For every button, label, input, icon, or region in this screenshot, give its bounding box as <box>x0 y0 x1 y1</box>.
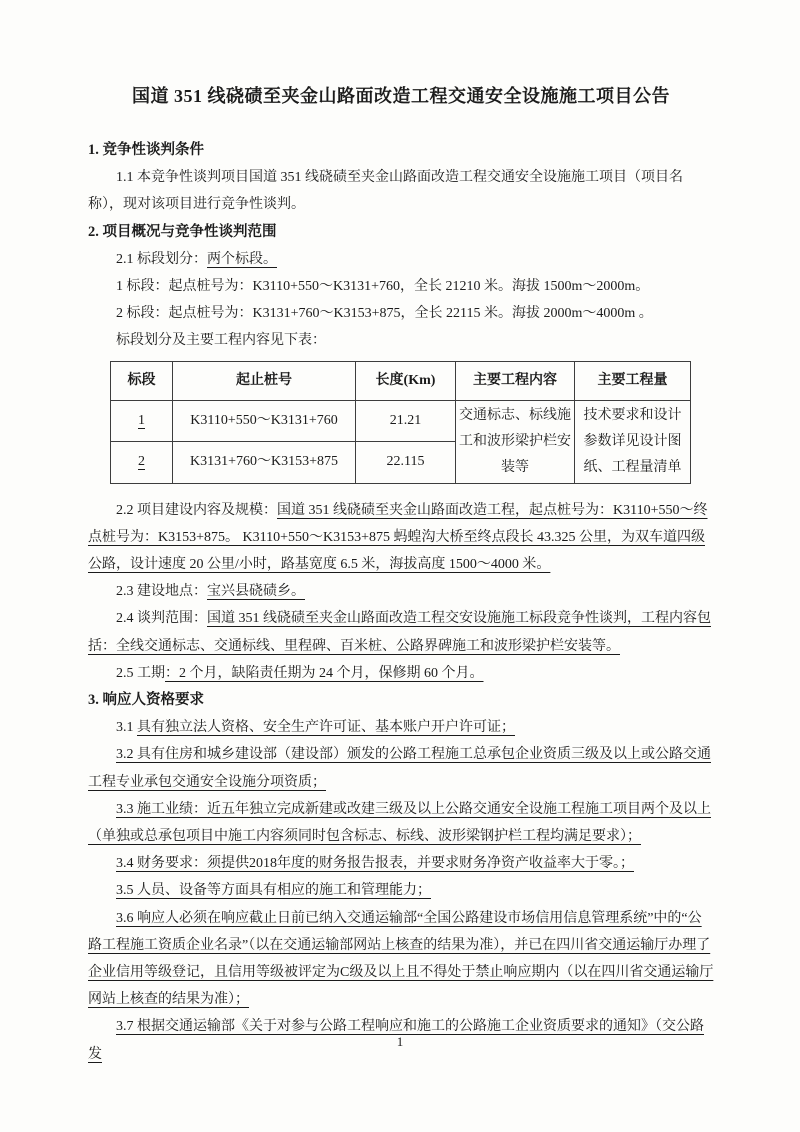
cell-stakes-2: K3131+760～K3153+875 <box>173 442 356 484</box>
paragraph-3-4 <box>88 850 714 877</box>
paragraph-3-6-value: 3.6 响应人必须在响应截止日前已纳入交通运输部“全国公路建设市场信用信息管理系统”中的“公路工程施工资质企业名录”（以在交通运输部网站上核查的结果为准），并已在四川省交通运输厅办理了企业信用等级登记，且信用等级被评定为C级及以上且不得处于禁止响应期内（以在四川省交通运输厅网站上核查的结果为准）； <box>88 910 714 1008</box>
paragraph-2-3-label: 2.3 建设地点： <box>116 584 207 600</box>
paragraph-2-4-value: 国道 351 线硗碛至夹金山路面改造工程交安设施施工标段竞争性谈判，工程内容包括：全线交通标志、交通标线、里程碑、百米桩、公路界碑施工和波形梁护栏安装等。 <box>88 611 711 654</box>
section-2-heading: 2. 项目概况与竞争性谈判范围 <box>88 223 277 240</box>
paragraph-3-1 <box>88 714 714 741</box>
column-header-work-quantity: 主要工程量 <box>575 361 691 400</box>
paragraph-bid-section-2: 2 标段：起点桩号为：K3131+760～K3153+875，全长 22115 米。海拔 2000m～4000m 。 <box>116 306 653 322</box>
column-header-length: 长度(Km) <box>356 361 456 400</box>
paragraph-2-2 <box>88 497 714 579</box>
paragraph-3-6 <box>88 905 714 1014</box>
paragraph-table-intro: 标段划分及主要工程内容见下表： <box>116 333 326 349</box>
paragraph-3-3 <box>88 796 714 850</box>
cell-section-2 <box>111 442 173 484</box>
paragraph-2-1-label: 2.1 标段划分： <box>116 251 207 267</box>
paragraph-3-4-value: 3.4 财务要求：须提供2018年度的财务报告报表，并要求财务净资产收益率大于零。； <box>116 856 634 872</box>
paragraph-2-4 <box>88 605 714 659</box>
section-1-heading: 1. 竞争性谈判条件 <box>88 142 204 158</box>
page-title: 国道 351 线硗碛至夹金山路面改造工程交通安全设施施工项目公告 <box>132 86 670 106</box>
paragraph-3-5 <box>88 877 714 904</box>
table-row <box>111 400 691 442</box>
section-3-heading: 3. 响应人资格要求 <box>88 692 204 709</box>
bid-sections-table <box>110 361 691 484</box>
paragraph-3-1-label: 3.1 <box>116 720 137 736</box>
paragraph-2-5 <box>88 660 714 687</box>
paragraph-3-2 <box>88 741 714 795</box>
paragraph-1-1: 1.1 本竞争性谈判项目国道 351 线硗碛至夹金山路面改造工程交通安全设施施工项目（项目名称），现对该项目进行竞争性谈判。 <box>88 170 683 213</box>
paragraph-2-3 <box>88 578 714 605</box>
paragraph-3-1-value: 具有独立法人资格、安全生产许可证、基本账户开户许可证； <box>137 720 515 736</box>
paragraph-2-1-value: 两个标段。 <box>207 251 277 267</box>
paragraph-2-2-label: 2.2 项目建设内容及规模： <box>116 502 277 518</box>
paragraph-2-4-label: 2.4 谈判范围： <box>116 611 207 627</box>
cell-length-1: 21.21 <box>356 400 456 442</box>
cell-work-quantity: 技术要求和设计参数详见设计图纸、工程量清单 <box>575 400 691 483</box>
paragraph-2-2-value: 国道 351 线硗碛至夹金山路面改造工程，起点桩号为：K3110+550～终点桩号为：K3153+875。 K3110+550～K3153+875 蚂蝗沟大桥至终点段长 43.325 公里，为双车道四级公路，设计速度 20 公里/小时，路基宽度 6.5 米，海拔高度 1500～4000 米。 <box>88 502 708 573</box>
cell-length-2: 22.115 <box>356 442 456 484</box>
paragraph-2-5-label: 2.5 工期 <box>116 665 165 681</box>
paragraph-3-5-value: 3.5 人员、设备等方面具有相应的施工和管理能力； <box>116 883 431 899</box>
paragraph-3-3-value: 3.3 施工业绩：近五年独立完成新建或改建三级及以上公路交通安全设施工程施工项目两个及以上（单独或总承包项目中施工内容须同时包含标志、标线、波形梁钢护栏工程均满足要求）； <box>88 801 711 845</box>
paragraph-2-1 <box>88 246 714 273</box>
page-number: 1 <box>396 1034 404 1049</box>
paragraph-bid-section-1: 1 标段：起点桩号为：K3110+550～K3131+760，全长 21210 米。海拔 1500m～2000m。 <box>116 279 650 295</box>
paragraph-3-7-value: 3.7 根据交通运输部《关于对参与公路工程响应和施工的公路施工企业资质要求的通知》（交公路发 <box>88 1019 704 1062</box>
cell-stakes-1: K3110+550～K3131+760 <box>173 400 356 442</box>
column-header-section: 标段 <box>111 361 173 400</box>
table-header-row <box>111 361 691 400</box>
column-header-stakes: 起止桩号 <box>173 361 356 400</box>
paragraph-2-5-value: ：2 个月，缺陷责任期为 24 个月，保修期 60 个月。 <box>165 665 484 681</box>
cell-section-1 <box>111 400 173 442</box>
section-1-number: 1 <box>138 412 145 428</box>
column-header-work-content: 主要工程内容 <box>456 361 575 400</box>
cell-work-content: 交通标志、标线施工和波形梁护栏安装等 <box>456 400 575 483</box>
section-2-number: 2 <box>138 454 145 470</box>
paragraph-3-2-value: 3.2 具有住房和城乡建设部（建设部）颁发的公路工程施工总承包企业资质三级及以上或公路交通工程专业承包交通安全设施分项资质； <box>88 747 711 790</box>
paragraph-2-3-value: 宝兴县硗碛乡。 <box>207 584 305 600</box>
